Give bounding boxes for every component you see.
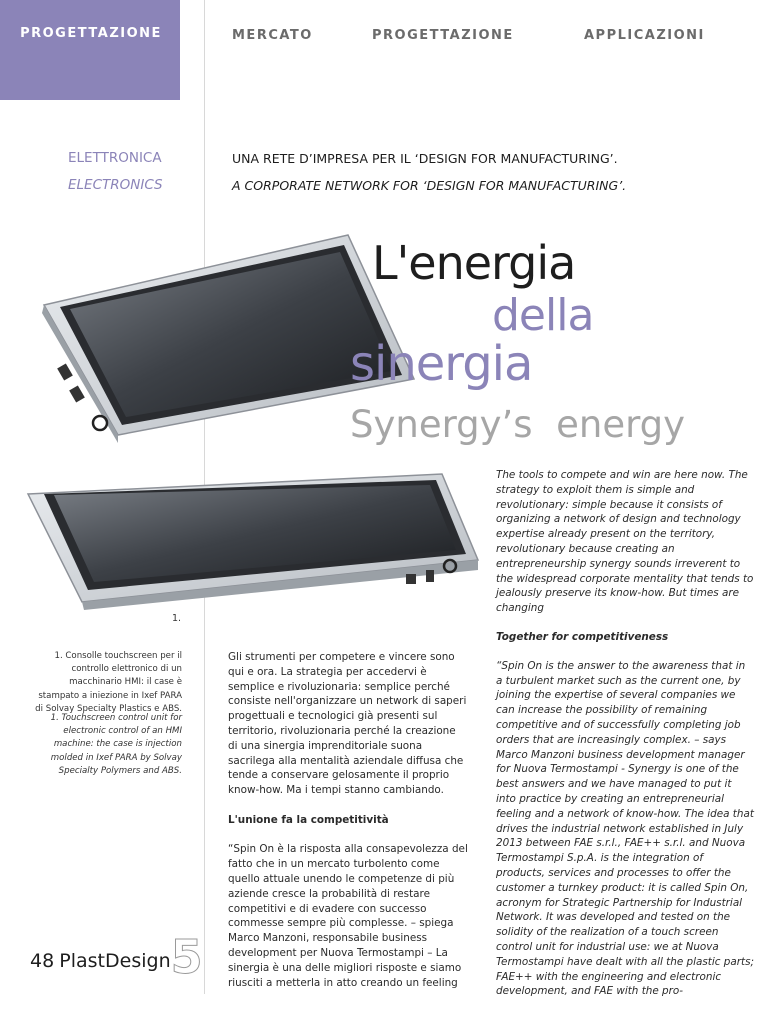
nav-applicazioni: APPLICAZIONI — [584, 28, 705, 43]
category-en: ELECTRONICS — [68, 177, 163, 193]
body-it-text: “Spin On è la risposta alla consapevolezza del fatto che in un mercato turbolento come quello attuale unendo le competenze di più aziende cresce la probabilità di restare competitivi e di evadere con successo commesse sempre più complesse. – spiega Marco Manzoni, responsabile business development per Nuova Termostampi – La sinergia è una delle migliori risposte e siamo riusciti a metterla in atto creando un feeling — [228, 843, 468, 989]
headline-english: Synergy’s energy — [350, 403, 686, 446]
headline-line-1: L'energia — [372, 236, 576, 290]
subtitle-en: A CORPORATE NETWORK FOR ‘DESIGN FOR MANUFACTURING’. — [232, 178, 627, 193]
subtitle-it: UNA RETE D’IMPRESA PER IL ‘DESIGN FOR MANUFACTURING’. — [232, 151, 618, 166]
body-en-intro: The tools to compete and win are here now. The strategy to exploit them is simple and revolutionary: simple because it consists of organizing a network of design and technology expertise already present on the territory, revolutionary because creating an entrepreneurship synergy sounds irreverent to the widespread corporate mentality that tends to jealously preserve its know-how. But times are changing — [496, 469, 754, 615]
magazine-name-part-1: Plast — [59, 950, 106, 972]
body-it-intro: Gli strumenti per competere e vincere sono qui e ora. La strategia per accedervi è semplice e rivoluzionaria: semplice perché consiste nell'organizzare un network di saperi progettuali e tecnologici già presenti sul territorio, rivoluzionaria perché la creazione di una sinergia imprenditoriale suona sacrilega alla mentalità aziendale diffusa che tende a conservare gelosamente il proprio know-how. Ma i tempi stanno cambiando. — [228, 651, 467, 797]
body-column-it — [228, 650, 468, 1005]
figure-number: 1. — [172, 613, 182, 624]
touchscreen-photo-bottom — [22, 470, 484, 610]
magazine-name-part-2: Design — [105, 950, 171, 972]
nav-progettazione: PROGETTAZIONE — [372, 28, 514, 43]
page-number: 48 — [30, 950, 55, 972]
headline-line-3: sinergia — [350, 336, 533, 392]
body-it-heading: L'unione fa la competitività — [228, 813, 389, 826]
body-column-en — [496, 468, 754, 1013]
headline-line-2: della — [492, 290, 594, 341]
body-en-heading: Together for competitiveness — [496, 630, 669, 643]
caption-en: 1. Touchscreen control unit for electronic control of an HMI machine: the case is injection molded in Ixef PARA by Solvay Specialty Polymers and ABS. — [50, 713, 182, 776]
category-it: ELETTRONICA — [68, 150, 162, 166]
caption-it: 1. Consolle touchscreen per il controllo elettronico di un macchinario HMI: il case è stampato a iniezione in Ixef PARA di Solvay Specialty Plastics e ABS. — [35, 651, 182, 714]
section-label: PROGETTAZIONE — [20, 26, 162, 41]
body-en-text: “Spin On is the answer to the awareness that in a turbulent market such as the current one, by joining the expertise of several companies we can increase the possibility of remaining competitive and of successfully completing job orders that are increasingly complex. – says Marco Manzoni business development manager for Nuova Termostampi - Synergy is one of the best answers and we have managed to put it into practice by creating an entrepreneurial feeling and a network of know-how. The idea that drives the industrial network established in July 2013 between FAE s.r.l., FAE++ s.r.l. and Nuova Termostampi S.p.A. is the integration of products, services and processes to offer the customer a turnkey product: it is called Spin On, acronym for Strategic Partnership for Industrial Network. It was developed and tested on the solidity of the realization of a touch screen control unit for industrial use: we at Nuova Termostampi have dealt with all the plastic parts; FAE++ with the engineering and electronic development, and FAE with the pro- — [496, 659, 754, 998]
section-tab — [0, 0, 180, 100]
nav-mercato: MERCATO — [232, 28, 313, 43]
page-footer — [30, 930, 203, 984]
issue-number: 5 — [170, 930, 203, 984]
